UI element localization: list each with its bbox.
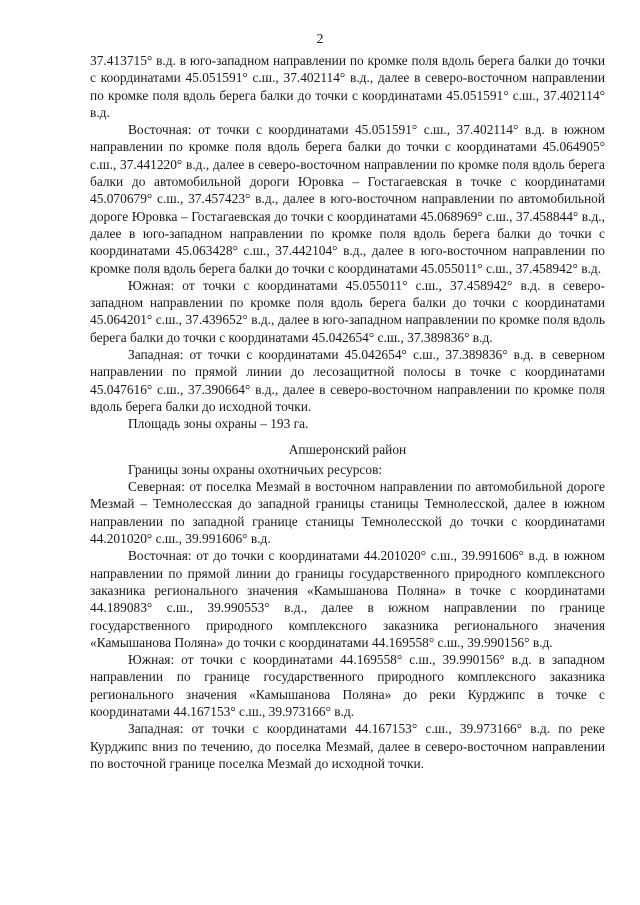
paragraph-north-boundary-2: Северная: от поселка Мезмай в восточном направлении по автомобильной дороге Мезмай – Темнолесская до западной границы станицы Темнолесской, далее в южном направлении по западной границе станицы Темнолесской до точки с координатами 44.201020° с.ш., 39.991606° в.д. bbox=[90, 479, 605, 547]
section-heading-apsheronsky: Апшеронский район bbox=[288, 441, 407, 457]
paragraph-area: Площадь зоны охраны – 193 га. bbox=[128, 416, 309, 432]
document-body bbox=[90, 52, 605, 772]
paragraph-east-boundary: Восточная: от точки с координатами 45.051591° с.ш., 37.402114° в.д. в южном направлении по кромке поля вдоль берега балки до точки с координатами 45.064905° с.ш., 37.441220° в.д., далее в северо-восточном направлении по кромке поля вдоль берега балки до автомобильной дороги Юровка – Гостагаевская в точке с координатами 45.070679° с.ш., 37.457423° в.д., далее в юго-восточном направлении по автомобильной дороге Юровка – Гостагаевская до точки с координатами 45.068969° с.ш., 37.458844° в.д., далее в юго-западном направлении по кромке поля вдоль берега балки до точки с координатами 45.063428° с.ш., 37.442104° в.д., далее в юго-восточном направлении по кромке поля вдоль берега балки до точки с координатами 45.055011° с.ш., 37.458942° в.д. bbox=[90, 122, 605, 276]
page-number: 2 bbox=[316, 32, 324, 47]
paragraph-west-boundary: Западная: от точки с координатами 45.042654° с.ш., 37.389836° в.д. в северном направлении по прямой линии до лесозащитной полосы в точке с координатами 45.047616° с.ш., 37.390664° в.д., далее в северо-восточном направлении по кромке поля вдоль берега балки до исходной точки. bbox=[90, 347, 605, 414]
paragraph-intro: Границы зоны охраны охотничьих ресурсов: bbox=[128, 461, 383, 477]
paragraph-south-boundary-2: Южная: от точки с координатами 44.169558° с.ш., 39.990156° в.д. в западном направлении по границе государственного природного комплексного заказника регионального значения «Камышанова Поляна» до реки Курджипс в точке с координатами 44.167153° с.ш., 39.973166° в.д. bbox=[90, 652, 605, 719]
paragraph-south-boundary: Южная: от точки с координатами 45.055011° с.ш., 37.458942° в.д. в северо-западном направлении по кромке поля вдоль берега балки до точки с координатами 45.064201° с.ш., 37.439652° в.д., далее в юго-западном направлении по кромке поля вдоль берега балки до точки с координатами 45.042654° с.ш., 37.389836° в.д. bbox=[90, 277, 605, 345]
paragraph-east-boundary-2: Восточная: от до точки с координатами 44.201020° с.ш., 39.991606° в.д. в южном направлении по прямой линии до границы государственного природного комплексного заказника регионального значения «Камышанова Поляна» в точке с координатами 44.189083° с.ш., 39.990553° в.д., далее в южном направлении по границе государственного природного комплексного заказника регионального значения «Камышанова Поляна» до точки с координатами 44.169558° с.ш., 39.990156° в.д. bbox=[90, 548, 605, 650]
paragraph-continuation: 37.413715° в.д. в юго-западном направлении по кромке поля вдоль берега балки до точки с координатами 45.051591° с.ш., 37.402114° в.д., далее в северо-восточном направлении по кромке поля вдоль берега балки до точки с координатами 45.051591° с.ш., 37.402114° в.д. bbox=[90, 53, 605, 120]
paragraph-west-boundary-2: Западная: от точки с координатами 44.167153° с.ш., 39.973166° в.д. по реке Курджипс вниз по течению, до поселка Мезмай, далее в северо-восточном направлении по восточной границе поселка Мезмай до исходной точки. bbox=[90, 721, 605, 771]
